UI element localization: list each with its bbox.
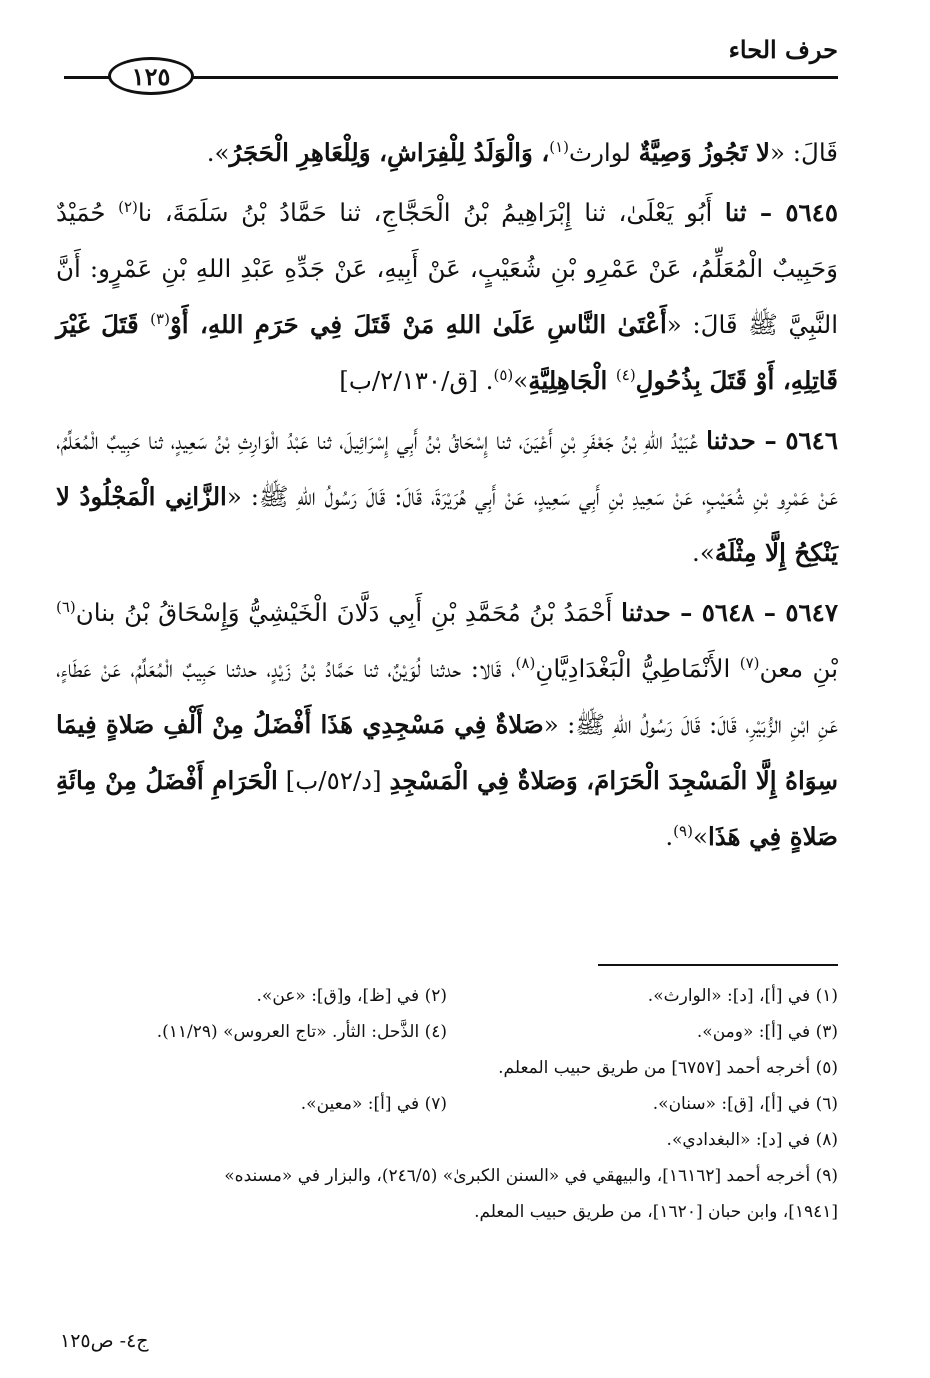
footnote-8: (٨) في [د]: «البغدادي». <box>666 1130 838 1150</box>
footnote-7: (٧) في [أ]: «معين». <box>300 1094 447 1114</box>
hadith-text: الْجَاهِلِيَّةِ <box>528 366 616 395</box>
footnote-marker: (٧) <box>739 653 760 672</box>
hadith-text: صَلاةٌ فِي مَسْجِدِي هَذَا أَفْضَلُ مِنْ أَلْفِ صَلاةٍ فِيمَا سِوَاهُ إِلَّا الْمَسْجِدَ الْحَرَامَ، وَصَلاةٌ فِي الْمَسْجِدِ <box>56 710 838 795</box>
footnote-marker: (٢) <box>118 197 138 216</box>
text-span: . <box>477 366 494 395</box>
text-span: . <box>665 822 674 851</box>
hadith-text: قَتَلَ غَيْرَ قَاتِلِهِ، أَوْ قَتَلَ بِذُحُولِ <box>56 310 838 395</box>
footnote-3: (٣) في [أ]: «ومن». <box>696 1022 838 1042</box>
volume-page-reference: ج٤- ص١٢٥ <box>60 1330 149 1352</box>
footnote-marker: (٨) <box>515 653 536 672</box>
isnad-text: عُبَيْدُ اللهِ بْنُ جَعْفَرِ بْنِ أَعْيَنَ، ثنا إِسْحَاقُ بْنُ أَبِي إِسْرَائِيلَ، ثنا عَبْدُ الْوَارِثِ بْنُ سَعِيدٍ، ثنا حَبِيبٌ الْمُعَلِّمُ، عَنْ عَمْرِو بْنِ شُعَيْبٍ، عَنْ سَعِيدِ بْنِ أَبِي سَعِيدٍ، عَنْ أَبِي هُرَيْرَةَ، قَالَ: قَالَ رَسُولُ اللهِ ﷺ: « <box>56 426 838 511</box>
footnote-9-continued: [١٩٤١]، وابن حبان [١٦٢٠]، من طريق حبيب المعلم. <box>474 1202 838 1222</box>
footnote-row <box>56 1158 838 1194</box>
footnote-row <box>56 1014 838 1050</box>
footnote-1: (١) في [أ]، [د]: «الوارث». <box>647 986 838 1006</box>
paragraph-5646 <box>56 413 838 581</box>
footnote-marker: (٤) <box>615 365 636 384</box>
footnote-row <box>56 1194 838 1230</box>
hadith-text: الزَّانِي الْمَجْلُودُ لا يَنْكِحُ إِلَّا مِثْلَهُ <box>56 482 838 567</box>
text-span: » <box>513 366 529 395</box>
isnad-text: بْنِ معن <box>759 654 839 683</box>
page-number: ١٢٥ <box>131 61 171 91</box>
isnad-text: حُمَيْدٌ وَحَبِيبٌ الْمُعَلِّمُ، عَنْ عَمْرِو بْنِ شُعَيْبٍ، عَنْ أَبِيهِ، عَنْ جَدِّهِ عَبْدِ اللهِ بْنِ عَمْرٍو: أَنَّ النَّبِيَّ ﷺ قَالَ: « <box>56 198 838 339</box>
text-span: ». <box>206 138 230 167</box>
footnote-row <box>56 1086 838 1122</box>
text-span: ». <box>692 538 715 567</box>
main-text <box>56 125 838 869</box>
footnote-marker: (٦) <box>56 597 76 616</box>
footnote-4: (٤) الذَّحل: الثأر. «تاج العروس» (١١/٢٩). <box>156 1022 447 1042</box>
paragraph-1 <box>56 125 838 181</box>
footnote-marker: (٣) <box>150 309 170 328</box>
hadith-number: ٥٦٤٧ – ٥٦٤٨ – حدثنا <box>621 598 838 627</box>
text-span: لوارث <box>569 138 639 167</box>
manuscript-reference: [د/٥٢/ب] <box>277 766 390 795</box>
text-span: قَالَ: « <box>769 138 838 167</box>
hadith-number: ٥٦٤٥ – ثنا <box>724 198 838 227</box>
hadith-text: لا تَجُوزُ وَصِيَّةٌ <box>638 138 770 167</box>
isnad-text: الأَنْمَاطِيُّ الْبَغْدَادِيَّانِ <box>535 654 740 683</box>
footnote-row <box>56 978 838 1014</box>
paragraph-5645 <box>56 185 838 409</box>
footnote-2: (٢) في [ظ]، و[ق]: «عن». <box>256 986 447 1006</box>
text-span: » <box>692 822 708 851</box>
isnad-text: ، قَالا: حدثنا لُوَيْنٌ، ثنا حَمَّادُ بْنُ زَيْدٍ، حدثنا حَبِيبٌ الْمُعَلِّمُ، عَنْ عَطَاءٍ، عَنِ ابْنِ الزُّبَيْرِ، قَالَ: قَالَ رَسُولُ اللهِ ﷺ: « <box>56 654 838 739</box>
paragraph-5647-5648 <box>56 585 838 865</box>
footnote-6: (٦) في [أ]، [ق]: «سنان». <box>652 1094 838 1114</box>
hadith-text: الْحَرَامِ أَفْضَلُ مِنْ مِائَةِ صَلاةٍ فِي هَذَا <box>56 766 838 851</box>
footnote-marker: (١) <box>549 137 570 156</box>
hadith-text: أَعْتَىٰ النَّاسِ عَلَىٰ اللهِ مَنْ قَتَلَ فِي حَرَمِ اللهِ، أَوْ <box>169 310 667 339</box>
hadith-text: ، وَالْوَلَدُ لِلْفِرَاشِ، وَلِلْعَاهِرِ الْحَجَرُ <box>229 138 550 167</box>
footnote-marker: (٩) <box>673 821 693 840</box>
footnote-row <box>56 1122 838 1158</box>
footnotes <box>56 978 838 1230</box>
running-title: حرف الحاء <box>728 35 838 64</box>
isnad-text: أَبُو يَعْلَىٰ، ثنا إِبْرَاهِيمُ بْنُ الْحَجَّاجِ، ثنا حَمَّادُ بْنُ سَلَمَةَ، نا <box>137 198 725 227</box>
footnote-row <box>56 1050 838 1086</box>
isnad-text: أَحْمَدُ بْنُ مُحَمَّدِ بْنِ أَبِي دَلَّانَ الْخَيْشِيُّ وَإِسْحَاقُ بْنُ بنان <box>75 598 622 627</box>
footnote-marker: (٥) <box>493 365 514 384</box>
footnote-5: (٥) أخرجه أحمد [٦٧٥٧] من طريق حبيب المعلم. <box>498 1058 838 1078</box>
hadith-number: ٥٦٤٦ – حدثنا <box>706 426 838 455</box>
footnote-9: (٩) أخرجه أحمد [١٦١٦٢]، والبيهقي في «السنن الكبرىٰ» (٢٤٦/٥)، والبزار في «مسنده» <box>224 1166 838 1186</box>
manuscript-reference: [ق/٢/١٣٠/ب] <box>339 366 478 395</box>
page-number-oval <box>108 57 194 95</box>
footnote-separator <box>598 964 838 966</box>
